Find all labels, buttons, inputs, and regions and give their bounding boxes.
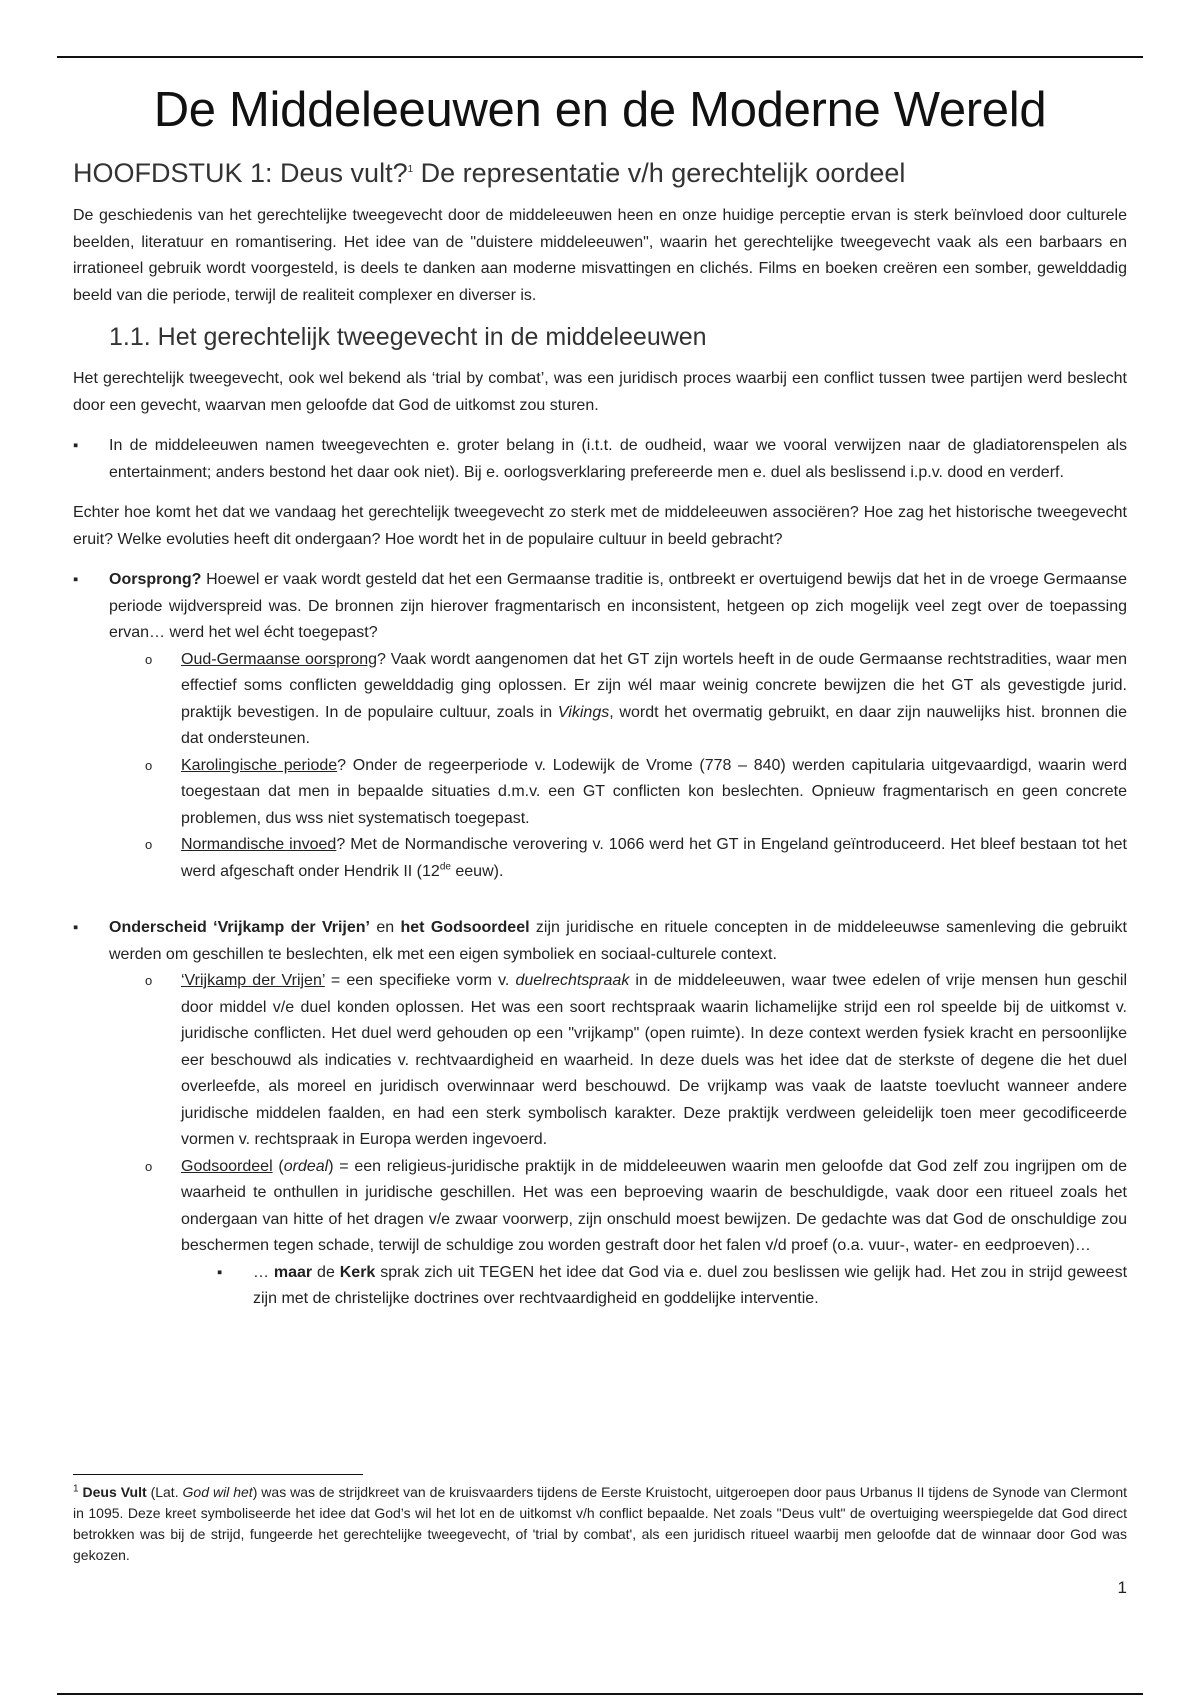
onderscheid-mid: en bbox=[369, 919, 401, 936]
document-title: De Middeleeuwen en de Moderne Wereld bbox=[153, 83, 1047, 137]
page-number: 1 bbox=[1117, 1578, 1127, 1597]
sub-sub-list bbox=[181, 1260, 1127, 1313]
sub-italic: duelrechtspraak bbox=[515, 972, 630, 989]
section-heading: 1.1. Het gerechtelijk tweegevecht in de middeleeuwen bbox=[109, 323, 707, 351]
section-paragraph-1: Het gerechtelijk tweegevecht, ook wel bekend als ‘trial by combat’, was een juridisch proces waarbij een conflict tussen twee partijen werd beslecht door een gevecht, waarvan men geloofde dat God de uitkomst zou sturen. bbox=[73, 370, 1127, 414]
sub-label: Normandische invoed bbox=[181, 836, 337, 853]
list-item bbox=[145, 753, 1127, 833]
sub-list-oorsprong bbox=[109, 647, 1127, 886]
list-item bbox=[145, 647, 1127, 753]
footnote-text: (Lat. bbox=[146, 1484, 183, 1500]
footnote-bold: Deus Vult bbox=[82, 1484, 147, 1500]
sub-text: ? Vaak wordt aangenomen dat het GT zijn wortels heeft in de oude Germaanse rechtstradities, waar men effectief soms conflicten gewelddadig ging oplossen. Er zijn wél maar weinig concrete bewijzen die het GT als gevestigde jurid. praktijk bevestigen. In de populaire cultuur, zoals in bbox=[181, 650, 1128, 721]
top-rule bbox=[57, 56, 1143, 58]
footnote-number: 1 bbox=[73, 1483, 79, 1495]
footnote-ref[interactable]: 1 bbox=[407, 164, 414, 175]
sub-text: ) = een religieus-juridische praktijk in de middeleeuwen waarin men geloofde dat God zelf zou ingrijpen om de waarheid te onthullen in juridische geschillen. Het was een beproeving waarin de beschuldigde, vaak door een ritueel zoals het ondergaan van hitte of het dragen v/e zwaar voorwerp, zijn onschuld moest bewijzen. De gedachte was dat God de onschuldige zou beschermen tegen schade, terwijl de schuldige zou worden gestraft door het falen v/d proef (o.a. vuur-, water- en eedproeven)… bbox=[181, 1157, 1127, 1254]
bullet-list-oorsprong bbox=[73, 567, 1127, 885]
chapter-heading bbox=[73, 158, 1127, 189]
sub-text: , wordt het overmatig gebruikt, en daar zijn nauwelijks hist. bronnen die dat ondersteunen. bbox=[181, 703, 1128, 747]
document-page bbox=[73, 72, 1127, 1327]
sub-list-onderscheid bbox=[109, 968, 1127, 1313]
list-item-oorsprong bbox=[73, 567, 1127, 885]
sub-text: in de middeleeuwen, waar twee edelen of vrije mensen hun geschil door middel v/e duel konden oplossen. Het was een soort rechtspraak waarin lichamelijke strijd een rol speelde bij de uitkomst v. juridische conflicten. Het duel werd gehouden op een "vrijkamp" (open ruimte). In deze context werden fysiek kracht en persoonlijke eer beschouwd als indicaties v. rechtvaardigheid en waarheid. In deze duels was het idee dat de sterkste of degene die het duel overleefde, als moreel en juridisch overwinnaar werd beschouwd. De vrijkamp was vaak de laatste toevlucht wanneer andere juridische middelen faalden, en had een sterk symbolisch karakter. Deze praktijk verdween geleidelijk toen meer gecodificeerde vormen v. rechtspraak in Europa werden ingevoerd. bbox=[181, 972, 1128, 1148]
sub-label: Oud-Germaanse oorsprong bbox=[181, 650, 378, 668]
footnote-text: ) was was de strijdkreet van de kruisvaarders tijdens de Eerste Kruistocht, uitgeroepen door paus Urbanus II tijdens de Synode van Clermont in 1095. Deze kreet symboliseerde het idee dat God’s wil het lot en de uitkomst v/h conflict bepaalde. Net zoals "Deus vult" de overtuiging weerspiegelde dat God direct betrokken was bij de strijd, fungeerde het gerechtelijke tweegevecht, of 'trial by combat', als een juridisch ritueel waarbij men geloofde dat de winnaar door God was gekozen. bbox=[73, 1484, 1128, 1563]
footnote-italic: God wil het bbox=[182, 1484, 253, 1500]
list-item bbox=[145, 1154, 1127, 1313]
sub-text: ( bbox=[272, 1157, 284, 1175]
bottom-rule bbox=[57, 1693, 1143, 1695]
list-item bbox=[145, 968, 1127, 1154]
sub-text: = een specifieke vorm v. bbox=[324, 972, 516, 989]
sub-label: ‘Vrijkamp der Vrijen’ bbox=[181, 972, 325, 989]
bullet-list-onderscheid bbox=[73, 915, 1127, 1313]
sub-text: … bbox=[253, 1263, 274, 1281]
sub-italic: ordeal bbox=[283, 1157, 329, 1175]
sub-text: ? Onder de regeerperiode v. Lodewijk de Vrome (778 – 840) werden capitularia uitgevaardigd, waarin werd toegestaan dat men in bepaalde situaties d.m.v. een GT conflicten kon beslechten. Opnieuw fragmentarisch en geen concrete problemen, dus wss niet systematisch toegepast. bbox=[181, 756, 1127, 827]
sub-bold: maar bbox=[273, 1263, 313, 1281]
sub-label: Karolingische periode bbox=[181, 756, 338, 774]
list-item bbox=[145, 832, 1127, 885]
chapter-heading-text: HOOFDSTUK 1: Deus vult? bbox=[73, 158, 408, 188]
sub-label: Godsoordeel bbox=[181, 1157, 273, 1175]
list-item: ▪ In de middeleeuwen namen tweegevechten e. groter belang in (i.t.t. de oudheid, waar we vooral verwijzen naar de gladiatorenspelen als entertainment; anders bestond het daar ook niet). Bij e. oorlogsverklaring prefereerde men e. duel als beslissend i.p.v. dood en verderf. bbox=[73, 433, 1127, 486]
sub-bold: Kerk bbox=[339, 1263, 376, 1281]
chapter-heading-rest: De representatie v/h gerechtelijk oordeel bbox=[413, 158, 906, 188]
ordinal-sup: de bbox=[439, 861, 451, 873]
onderscheid-label-1: Onderscheid ‘Vrijkamp der Vrijen’ bbox=[109, 919, 370, 936]
onderscheid-text: zijn juridische en rituele concepten in de middeleeuwse samenleving die gebruikt werden om geschillen te beslechten, elk met een eigen symboliek en sociaal-culturele context. bbox=[109, 919, 1127, 963]
chapter-intro: De geschiedenis van het gerechtelijke tweegevecht door de middeleeuwen heen en onze huidige perceptie ervan is sterk beïnvloed door culturele beelden, literatuur en romantisering. Het idee van de "duistere middeleeuwen", waarin het gerechtelijke tweegevecht vaak als een barbaars en irrationeel gebruik wordt voorgesteld, is deels te danken aan moderne misvattingen en clichés. Films en boeken creëren een somber, gewelddadig beeld van die periode, terwijl de realiteit complexer en diverser is. bbox=[73, 207, 1127, 304]
section-paragraph-2: Echter hoe komt het dat we vandaag het gerechtelijk tweegevecht zo sterk met de middeleeuwen associëren? Hoe zag het historische tweegevecht eruit? Welke evoluties heeft dit ondergaan? Hoe wordt het in de populaire cultuur in beeld gebracht? bbox=[73, 504, 1127, 548]
onderscheid-label-2: het Godsoordeel bbox=[400, 919, 530, 936]
oorsprong-text: Hoewel er vaak wordt gesteld dat het een Germaanse traditie is, ontbreekt er overtuigend bewijs dat het in de vroege Germaanse periode wijdverspreid was. De bronnen zijn hierover fragmentarisch en inconsistent, hetgeen op zich mogelijk veel zegt over de toepassing ervan… werd het wel écht toegepast? bbox=[109, 571, 1127, 641]
sub-text: eeuw). bbox=[450, 862, 504, 880]
bullet-list-1 bbox=[73, 433, 1127, 486]
footnote-separator bbox=[73, 1474, 363, 1475]
sub-text: de bbox=[312, 1263, 340, 1281]
sub-italic: Vikings bbox=[557, 703, 610, 721]
list-item-onderscheid bbox=[73, 915, 1127, 1313]
oorsprong-label: Oorsprong? bbox=[109, 571, 202, 588]
footnote bbox=[73, 1482, 1127, 1566]
list-item bbox=[217, 1260, 1127, 1313]
sub-text: sprak zich uit TEGEN het idee dat God via e. duel zou beslissen wie gelijk had. Het zou in strijd geweest zijn met de christelijke doctrines over rechtvaardigheid en goddelijke interventie. bbox=[253, 1263, 1128, 1307]
sub-text: ? Met de Normandische verovering v. 1066 werd het GT in Engeland geïntroduceerd. Het bleef bestaan tot het werd afgeschaft onder Hendrik II (12 bbox=[181, 836, 1127, 880]
